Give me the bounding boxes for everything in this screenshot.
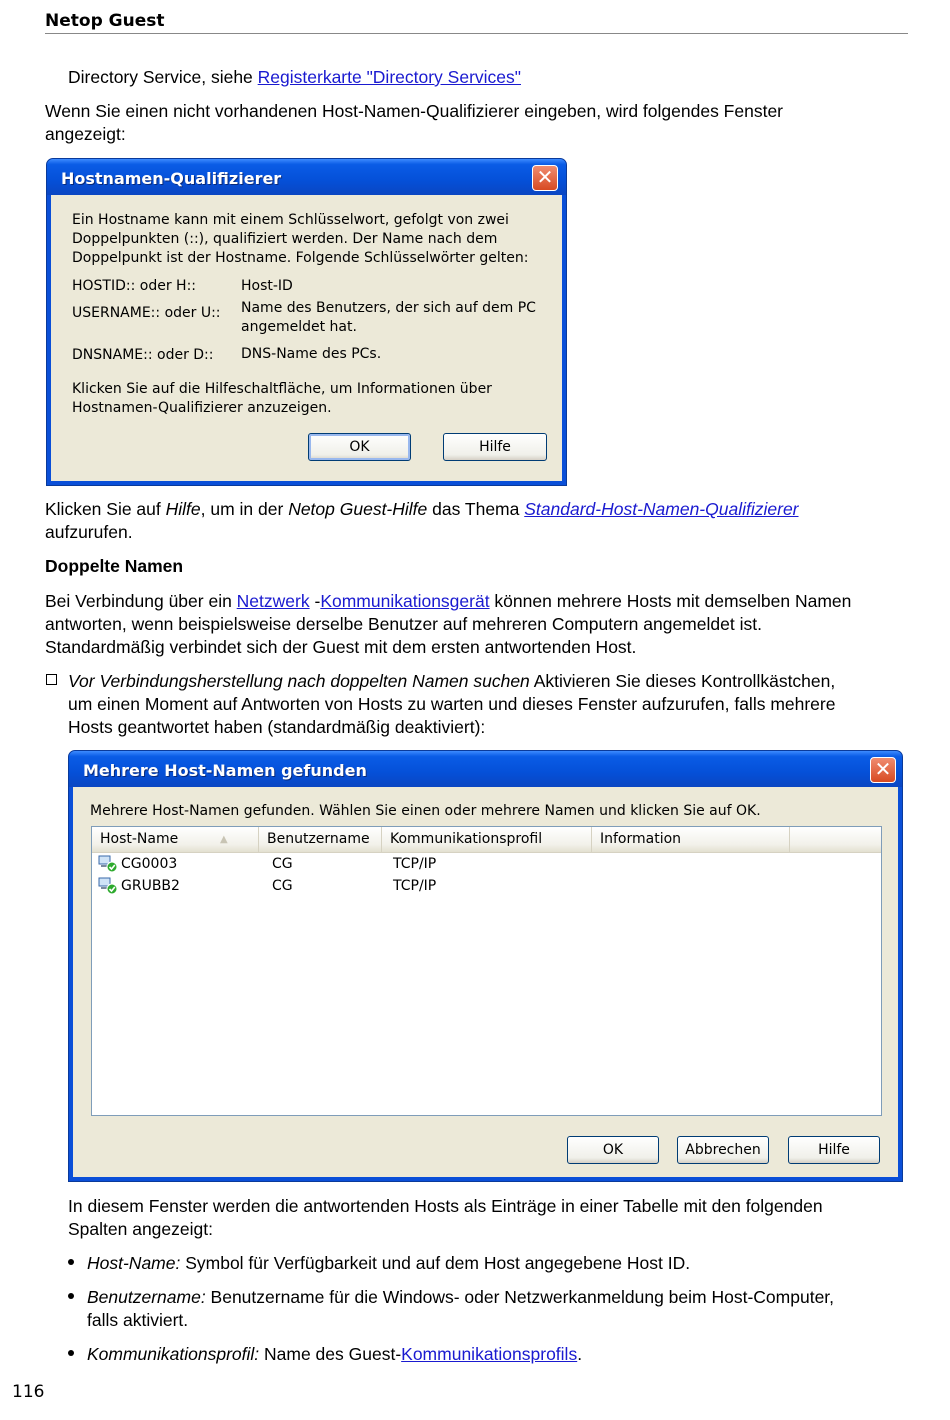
host-name-cell: GRUBB2 bbox=[121, 878, 180, 894]
keyword-dnsname: DNSNAME:: oder D:: bbox=[72, 347, 214, 363]
qualifier-explanation bbox=[72, 211, 528, 268]
bullet-user-name bbox=[87, 1286, 834, 1309]
bullet-text: Name des Guest- bbox=[259, 1344, 402, 1364]
text: können mehrere Hosts mit demselben Namen bbox=[489, 591, 852, 611]
option-line2: um einen Moment auf Antworten von Hosts zu warten und dieses Fenster aufzurufen, falls mehrere bbox=[68, 694, 836, 714]
host-available-icon bbox=[98, 855, 118, 873]
close-icon[interactable]: ✕ bbox=[532, 165, 558, 191]
ok-button[interactable]: OK bbox=[567, 1136, 659, 1164]
table-row[interactable] bbox=[92, 853, 881, 875]
keyword-dnsname-desc: DNS-Name des PCs. bbox=[241, 346, 382, 362]
section-line3: Standardmäßig verbindet sich der Guest mit dem ersten antwortenden Host. bbox=[45, 637, 637, 657]
text: Aktivieren Sie dieses Kontrollkästchen, bbox=[529, 671, 836, 691]
network-link[interactable]: Netzwerk bbox=[236, 591, 310, 611]
help-hint-line: Klicken Sie auf die Hilfeschaltfläche, um Informationen über bbox=[72, 381, 492, 397]
profile-cell: TCP/IP bbox=[393, 878, 437, 894]
bullet-comm-profile bbox=[87, 1343, 582, 1366]
bullet-text: Benutzername für die Windows- oder Netzwerkanmeldung beim Host-Computer, bbox=[205, 1287, 835, 1307]
hostname-qualifier-dialog bbox=[46, 158, 567, 486]
directory-service-text: Directory Service, siehe bbox=[68, 67, 258, 87]
after-line2: Spalten angezeigt: bbox=[68, 1219, 213, 1239]
dialog-client bbox=[51, 195, 562, 481]
bullet-user-name-line2: falls aktiviert. bbox=[87, 1310, 189, 1330]
help-button[interactable]: Hilfe bbox=[443, 433, 547, 461]
column-header-user-name[interactable]: Benutzername bbox=[259, 827, 382, 852]
text: das Thema bbox=[427, 499, 525, 519]
bullet-term: Kommunikationsprofil: bbox=[87, 1344, 260, 1364]
header-rule bbox=[45, 33, 908, 34]
user-name-cell: CG bbox=[272, 878, 293, 894]
ok-button[interactable]: OK bbox=[308, 433, 411, 461]
dialog-title: Hostnamen-Qualifizierer bbox=[61, 169, 282, 188]
text: , um in der bbox=[200, 499, 289, 519]
help-hint bbox=[72, 380, 492, 418]
table-row[interactable] bbox=[92, 875, 881, 897]
host-available-icon bbox=[98, 877, 118, 895]
host-name-cell: CG0003 bbox=[121, 856, 178, 872]
sort-ascending-icon: ▲ bbox=[220, 834, 228, 845]
cancel-button[interactable]: Abbrechen bbox=[677, 1136, 769, 1164]
explanation-line: Ein Hostname kann mit einem Schlüsselwort, gefolgt von zwei bbox=[72, 212, 509, 228]
bullet-term: Benutzername: bbox=[87, 1287, 206, 1307]
user-name-cell: CG bbox=[272, 856, 293, 872]
column-header-information[interactable]: Information bbox=[592, 827, 790, 852]
bullet-icon bbox=[68, 1293, 74, 1299]
column-label: Host-Name bbox=[100, 831, 179, 847]
comm-profiles-link[interactable]: Kommunikationsprofils bbox=[401, 1344, 578, 1364]
keyword-desc-line: angemeldet hat. bbox=[241, 319, 357, 335]
directory-service-line bbox=[68, 66, 521, 89]
section-line1 bbox=[45, 590, 851, 613]
dialog-client bbox=[73, 787, 898, 1177]
host-list[interactable] bbox=[91, 826, 882, 1116]
communication-device-link[interactable]: Kommunikationsgerät bbox=[320, 591, 490, 611]
text: Klicken Sie auf bbox=[45, 499, 166, 519]
directory-services-link[interactable]: Registerkarte "Directory Services" bbox=[257, 67, 521, 87]
option-line3: Hosts geantwortet haben (standardmäßig deaktiviert): bbox=[68, 717, 486, 737]
checkbox-icon bbox=[46, 674, 57, 685]
text: - bbox=[309, 591, 321, 611]
column-header-host-name[interactable] bbox=[92, 827, 259, 852]
bullet-text: Symbol für Verfügbarkeit und auf dem Host angegebene Host ID. bbox=[180, 1253, 691, 1273]
bullet-term: Host-Name: bbox=[87, 1253, 181, 1273]
help-reference-line2: aufzurufen. bbox=[45, 522, 133, 542]
after-line1: In diesem Fenster werden die antwortenden Hosts als Einträge in einer Tabelle mit den folgenden bbox=[68, 1196, 823, 1216]
intro-paragraph-line1: Wenn Sie einen nicht vorhandenen Host-Namen-Qualifizierer eingeben, wird folgendes Fenster bbox=[45, 101, 784, 121]
text: Bei Verbindung über ein bbox=[45, 591, 237, 611]
page-header-title: Netop Guest bbox=[45, 11, 165, 31]
dialog-title: Mehrere Host-Namen gefunden bbox=[83, 761, 367, 780]
keyword-desc-line: Name des Benutzers, der sich auf dem PC bbox=[241, 300, 536, 316]
guest-help-term: Netop Guest-Hilfe bbox=[288, 499, 428, 519]
page-number: 116 bbox=[12, 1382, 45, 1402]
bullet-icon bbox=[68, 1259, 74, 1265]
help-term: Hilfe bbox=[165, 499, 201, 519]
duplicate-names-dialog bbox=[68, 750, 903, 1182]
profile-cell: TCP/IP bbox=[393, 856, 437, 872]
help-hint-line: Hostnamen-Qualifizierer anzuzeigen. bbox=[72, 400, 332, 416]
explanation-line: Doppelpunkt ist der Hostname. Folgende Schlüsselwörter gelten: bbox=[72, 250, 529, 266]
dialog-titlebar bbox=[47, 159, 566, 195]
bullet-tail: . bbox=[577, 1344, 583, 1364]
intro-paragraph-line2: angezeigt: bbox=[45, 124, 126, 144]
explanation-line: Doppelpunkten (::), qualifiziert werden. Der Name nach dem bbox=[72, 231, 498, 247]
option-line1 bbox=[68, 670, 835, 693]
keyword-username: USERNAME:: oder U:: bbox=[72, 305, 221, 321]
column-header-comm-profile[interactable]: Kommunikationsprofil bbox=[382, 827, 592, 852]
section-line2: antworten, wenn beispielsweise derselbe Benutzer auf mehreren Computern angemeldet ist. bbox=[45, 614, 762, 634]
close-icon[interactable]: ✕ bbox=[870, 757, 896, 783]
bullet-host-name bbox=[87, 1252, 690, 1275]
bullet-icon bbox=[68, 1350, 74, 1356]
help-button[interactable]: Hilfe bbox=[788, 1136, 880, 1164]
standard-qualifier-link[interactable]: Standard-Host-Namen-Qualifizierer bbox=[524, 499, 799, 519]
option-label: Vor Verbindungsherstellung nach doppelten Namen suchen bbox=[68, 671, 530, 691]
dialog-titlebar bbox=[69, 751, 902, 787]
dialog-instruction: Mehrere Host-Namen gefunden. Wählen Sie einen oder mehrere Namen und klicken Sie auf OK. bbox=[90, 803, 761, 819]
section-heading: Doppelte Namen bbox=[45, 556, 184, 576]
list-header bbox=[92, 827, 881, 853]
keyword-username-desc bbox=[241, 299, 536, 337]
keyword-hostid: HOSTID:: oder H:: bbox=[72, 278, 197, 294]
keyword-hostid-desc: Host-ID bbox=[241, 278, 293, 294]
help-reference-line bbox=[45, 498, 799, 521]
